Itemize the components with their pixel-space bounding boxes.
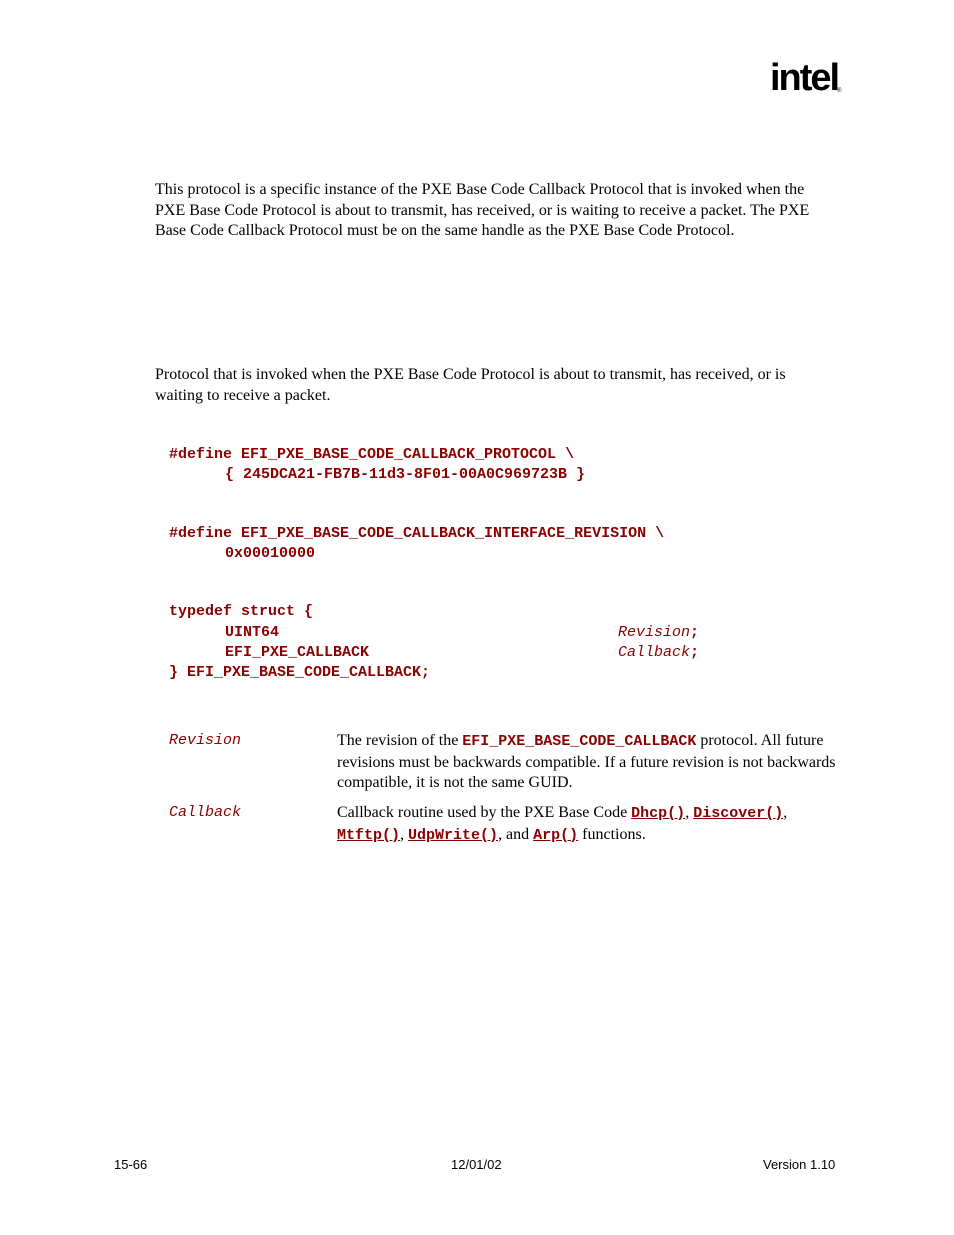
struct-field2-name (618, 643, 699, 663)
guid-define-line1: #define EFI_PXE_BASE_CODE_CALLBACK_PROTOCOL \ (169, 446, 575, 463)
struct-field1-type: UINT64 (225, 624, 280, 641)
dhcp-link[interactable]: Dhcp() (631, 805, 686, 822)
param-revision-desc-code: EFI_PXE_BASE_CODE_CALLBACK (462, 733, 697, 750)
param-callback-name: Callback (169, 804, 242, 821)
registered-mark: ® (837, 88, 842, 94)
param-callback-desc-before: Callback routine used by the PXE Base Code (337, 804, 632, 821)
param-revision-desc-after: protocol. All future revisions must be backwards compatible. If a future revision is not backwards compatible, it is not the same GUID. (337, 732, 836, 791)
struct-field1-semicolon: ; (690, 624, 700, 641)
udpwrite-link[interactable]: UdpWrite() (408, 826, 499, 844)
param-revision-desc-before: The revision of the (337, 732, 463, 749)
arp-link[interactable]: Arp() (533, 826, 579, 844)
footer-date: 12/01/02 (451, 1157, 502, 1172)
separator-1: , (685, 804, 694, 821)
intel-logo (770, 58, 844, 104)
footer-page-number: 15-66 (114, 1157, 148, 1172)
struct-field1-name (618, 623, 699, 643)
struct-field2-semicolon: ; (690, 644, 700, 661)
discover-link[interactable]: Discover() (693, 805, 784, 822)
revision-define-line1: #define EFI_PXE_BASE_CODE_CALLBACK_INTERFACE_REVISION \ (169, 525, 665, 542)
summary-paragraph: This protocol is a specific instance of the PXE Base Code Callback Protocol that is invoked when the PXE Base Code Protocol is about to transmit, has received, or is waiting to receive a packet. The PXE Base Code Callback Protocol must be on the same handle as the PXE Base Code Protocol. (155, 181, 810, 239)
param-callback-desc (337, 803, 842, 846)
mtftp-link[interactable]: Mtftp() (337, 826, 401, 844)
guid-define-line2: { 245DCA21-FB7B-11d3-8F01-00A0C969723B } (225, 466, 586, 483)
param-revision-name: Revision (169, 732, 242, 749)
param-revision-desc (337, 731, 842, 794)
footer-version: Version 1.10 (763, 1157, 836, 1172)
separator-2: , (783, 804, 788, 821)
description-paragraph: Protocol that is invoked when the PXE Base Code Protocol is about to transmit, has received, or is waiting to receive a packet. (155, 366, 786, 404)
struct-open: typedef struct { (169, 603, 314, 620)
separator-3: , (400, 825, 409, 843)
struct-field1-name-text: Revision (618, 624, 691, 641)
revision-define-line2: 0x00010000 (225, 545, 316, 562)
struct-field2-name-text: Callback (618, 644, 691, 661)
intel-logo-text: intel (770, 58, 839, 99)
struct-field2-type: EFI_PXE_CALLBACK (225, 644, 370, 661)
struct-close: } EFI_PXE_BASE_CODE_CALLBACK; (169, 664, 431, 681)
intel-logo-graphic (770, 58, 844, 104)
separator-4: , and (498, 825, 534, 843)
param-callback-desc-after: functions. (578, 825, 646, 843)
